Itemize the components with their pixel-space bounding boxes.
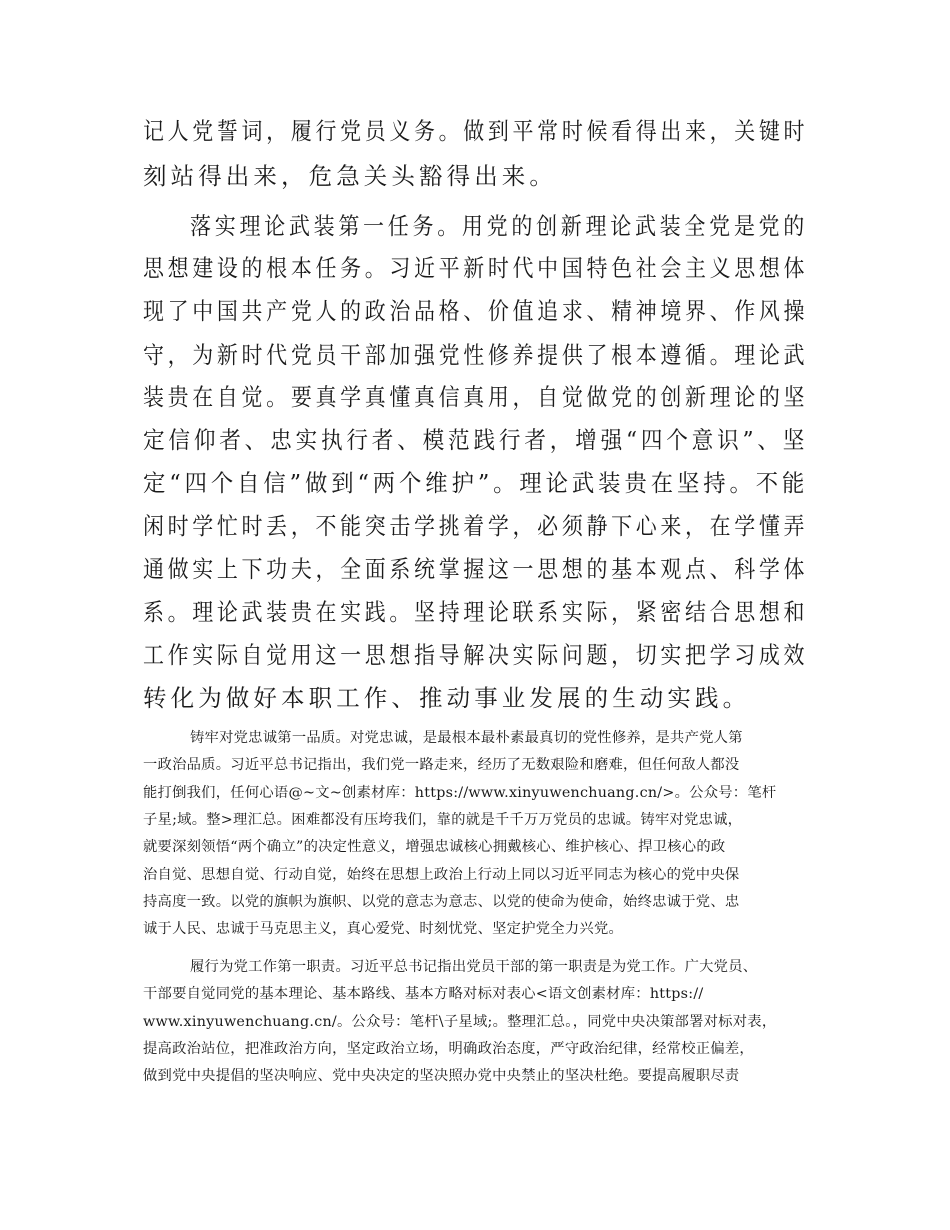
text-line: 提高政治站位，把准政治方向，坚定政治立场，明确政治态度，严守政治纪律，经常校正偏差， (143, 1041, 754, 1057)
text-line: 记人党誓词，履行党员义务。做到平常时候看得出来，关键时 (143, 117, 809, 145)
text-line: 刻站得出来，危急关头豁得出来。 (143, 162, 557, 190)
text-line: 转化为做好本职工作、推动事业发展的生动实践。 (143, 684, 751, 712)
text-line: 持高度一致。以党的旗帜为旗帜、以党的意志为意志、以党的使命为使命，始终忠诚于党、忠 (143, 894, 740, 910)
text-line: 治自觉、思想自觉、行动自觉，始终在思想上政治上行动上同以习近平同志为核心的党中央保 (143, 867, 740, 883)
text-line: 定“四个自信”做到“两个维护”。理论武装贵在坚持。不能 (143, 469, 809, 497)
text-line: 通做实上下功夫，全面系统掌握这一思想的基本观点、科学体 (143, 555, 809, 583)
text-line: 定信仰者、忠实执行者、模范践行者，增强“四个意识”、坚 (143, 426, 809, 454)
text-line: 思想建设的根本任务。习近平新时代中国特色社会主义思想体 (143, 254, 809, 282)
text-line: 工作实际自觉用这一思想指导解决实际问题，切实把学习成效 (143, 641, 809, 669)
text-line: 系。理论武装贵在实践。坚持理论联系实际，紧密结合思想和 (143, 598, 809, 626)
text-line: 一政治品质。习近平总书记指出，我们党一路走来，经历了无数艰险和磨难，但任何敌人都没 (143, 757, 740, 773)
text-line: 铸牢对党忠诚第一品质。对党忠诚，是最根本最朴素最真切的党性修养，是共产党人第 (190, 730, 743, 746)
text-line: 落实理论武装第一任务。用党的创新理论武装全党是党的 (190, 212, 808, 240)
text-line: 装贵在自觉。要真学真懂真信真用，自觉做党的创新理论的坚 (143, 383, 809, 411)
text-line: 守，为新时代党员干部加强党性修养提供了根本遵循。理论武 (143, 341, 809, 369)
text-line: 能打倒我们，任何心语@~文~创素材库：https://www.xinyuwenchuang.cn/>。公众号：笔杆 (143, 785, 777, 801)
text-line: 子星;域。整>理汇总。困难都没有压垮我们，靠的就是千千万万党员的忠诚。铸牢对党忠诚， (143, 812, 743, 828)
text-line: 诚于人民、忠诚于马克思主义，真心爱党、时刻忧党、坚定护党全力兴党。 (143, 921, 624, 937)
text-line: 闲时学忙时丢，不能突击学挑着学，必须静下心来，在学懂弄 (143, 512, 809, 540)
text-line: 做到党中央提倡的坚决响应、党中央决定的坚决照办党中央禁止的坚决杜绝。要提高履职尽责 (143, 1068, 740, 1084)
text-line: 现了中国共产党人的政治品格、价值追求、精神境界、作风操 (143, 297, 809, 325)
text-line: 履行为党工作第一职责。习近平总书记指出党员干部的第一职责是为党工作。广大党员、 (190, 959, 758, 975)
text-line: www.xinyuwenchuang.cn/。公众号：笔杆\子星域;。整理汇总。，同党中央决策部署对标对表， (143, 1014, 777, 1030)
text-line: 就要深刻领悟“两个确立”的决定性意义，增强忠诚核心拥戴核心、维护核心、捍卫核心的政 (143, 839, 726, 855)
text-line: 干部要自觉同党的基本理论、基本路线、基本方略对标对表心<语文创素材库：https:// (143, 986, 704, 1002)
